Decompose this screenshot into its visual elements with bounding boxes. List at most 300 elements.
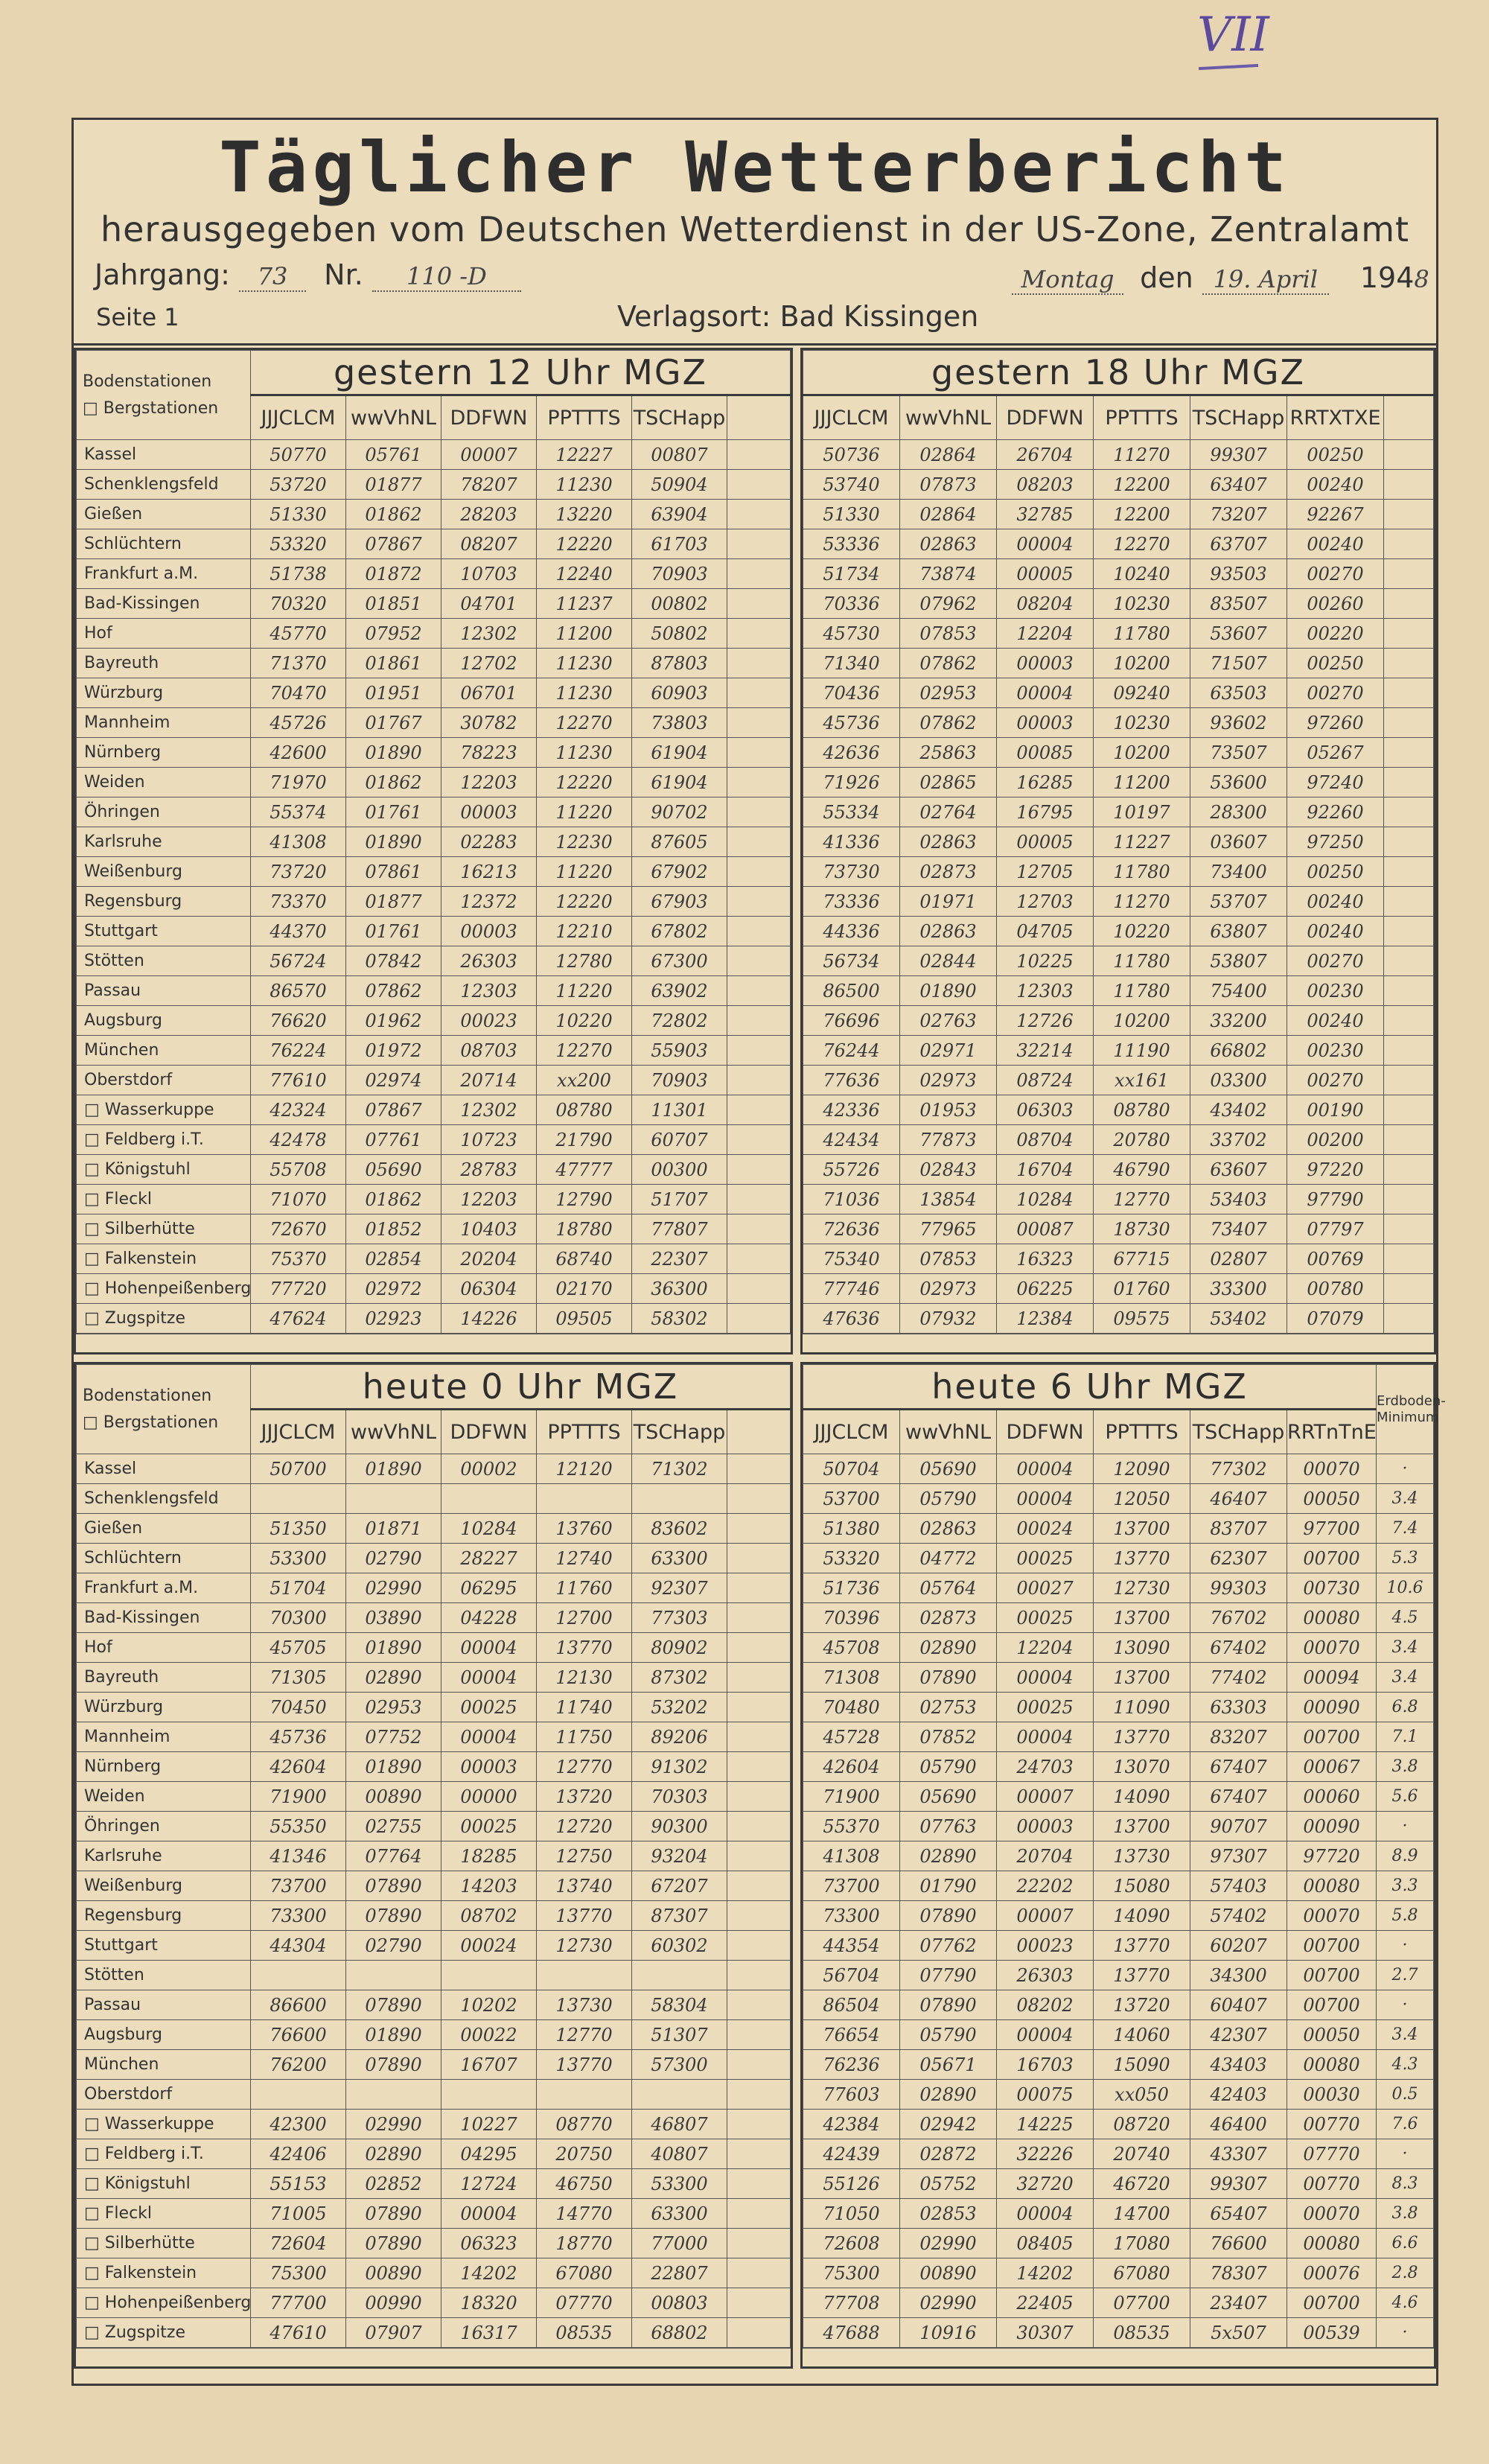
data-cell: 00060	[1287, 1782, 1377, 1812]
station-name: Regensburg	[77, 887, 251, 917]
data-cell: 02863	[900, 529, 997, 559]
data-cell: 03890	[346, 1603, 441, 1633]
data-cell: 08405	[997, 2229, 1094, 2258]
data-cell: 07890	[900, 1663, 997, 1693]
data-cell: 77700	[251, 2288, 346, 2318]
data-cell: 06701	[441, 678, 537, 708]
data-cell: 10200	[1094, 738, 1190, 768]
data-cell	[441, 1961, 537, 1990]
col-header: PPTTTS	[1094, 395, 1190, 440]
data-cell: 12790	[537, 1185, 632, 1215]
blank-cell	[1384, 589, 1434, 619]
station-name: □ Wasserkuppe	[77, 1095, 251, 1125]
data-cell: 86504	[803, 1990, 900, 2020]
data-cell: 62307	[1190, 1544, 1287, 1573]
table-row	[803, 1514, 1434, 1544]
col-header: RRTXTXE	[1287, 395, 1384, 440]
data-cell: 00890	[346, 1782, 441, 1812]
data-cell: 00030	[1287, 2080, 1377, 2110]
blank-cell	[1384, 1006, 1434, 1036]
blank-cell	[1384, 857, 1434, 887]
data-cell: 00025	[997, 1693, 1094, 1722]
data-cell: 14700	[1094, 2199, 1190, 2229]
data-cell: 02974	[346, 1066, 441, 1095]
data-cell: 07890	[346, 2050, 441, 2080]
soil-minimum-cell: 7.1	[1377, 1722, 1434, 1752]
data-cell: 55903	[632, 1036, 727, 1066]
blank-cell	[1287, 2348, 1377, 2349]
data-cell	[727, 678, 791, 708]
data-cell: 13730	[537, 1990, 632, 2020]
station-name: □ Falkenstein	[77, 2258, 251, 2288]
data-cell: 12740	[537, 1544, 632, 1573]
data-cell: 14202	[997, 2258, 1094, 2288]
data-cell: 00004	[997, 2020, 1094, 2050]
blank-cell	[1384, 649, 1434, 678]
station-name: Weiden	[77, 768, 251, 798]
data-cell: 09505	[537, 1304, 632, 1334]
data-cell: 16285	[997, 768, 1094, 798]
data-cell: 77636	[803, 1066, 900, 1095]
data-cell: 63300	[632, 2199, 727, 2229]
data-cell: 32214	[997, 1036, 1094, 1066]
page-number: Seite 1	[96, 303, 179, 331]
table-row	[803, 1603, 1434, 1633]
data-cell: 75370	[251, 1244, 346, 1274]
table-row	[77, 440, 791, 470]
station-name: Karlsruhe	[77, 827, 251, 857]
data-cell: 10200	[1094, 649, 1190, 678]
col-header: TSCHapp	[632, 395, 727, 440]
data-cell: 45770	[251, 619, 346, 649]
data-cell: 12780	[537, 946, 632, 976]
soil-minimum-cell: ·	[1377, 1812, 1434, 1841]
data-cell	[727, 1990, 791, 2020]
station-name: Stötten	[77, 946, 251, 976]
data-cell: 78307	[1190, 2258, 1287, 2288]
data-cell: 12200	[1094, 470, 1190, 500]
soil-minimum-cell: 2.7	[1377, 1961, 1434, 1990]
data-cell: 43402	[1190, 1095, 1287, 1125]
table-row	[77, 1603, 791, 1633]
data-cell: 00002	[441, 1454, 537, 1484]
table-row	[77, 798, 791, 827]
data-cell: 26303	[997, 1961, 1094, 1990]
data-cell: 02972	[346, 1274, 441, 1304]
station-name: Mannheim	[77, 1722, 251, 1752]
data-cell: 00802	[632, 589, 727, 619]
data-cell: 20750	[537, 2139, 632, 2169]
data-cell: 68802	[632, 2318, 727, 2348]
data-cell: 78207	[441, 470, 537, 500]
table-row	[77, 887, 791, 917]
data-cell: 45736	[803, 708, 900, 738]
data-cell: 00003	[997, 708, 1094, 738]
date-info	[1012, 261, 1429, 295]
col-header: PPTTTS	[1094, 1410, 1190, 1454]
table-row	[77, 529, 791, 559]
data-cell: 14090	[1094, 1901, 1190, 1931]
data-cell: 45728	[803, 1722, 900, 1752]
report-subtitle: herausgegeben vom Deutschen Wetterdienst in der US-Zone, Zentralamt	[100, 209, 1410, 249]
data-cell: 12270	[537, 1036, 632, 1066]
data-cell: 76654	[803, 2020, 900, 2050]
data-cell: 08770	[537, 2110, 632, 2139]
data-cell: 11780	[1094, 619, 1190, 649]
data-cell: 73507	[1190, 738, 1287, 768]
data-cell: 07790	[900, 1961, 997, 1990]
data-cell: 33300	[1190, 1274, 1287, 1304]
data-cell: 07867	[346, 1095, 441, 1125]
station-name: Weißenburg	[77, 1871, 251, 1901]
data-cell: 63707	[1190, 529, 1287, 559]
data-cell: 12090	[1094, 1454, 1190, 1484]
station-name: Würzburg	[77, 678, 251, 708]
table-block-06utc	[800, 1362, 1446, 2369]
data-cell: 58304	[632, 1990, 727, 2020]
data-cell: 70450	[251, 1693, 346, 1722]
data-cell: 00004	[441, 1722, 537, 1752]
data-cell: 73300	[803, 1901, 900, 1931]
data-cell: 10202	[441, 1990, 537, 2020]
table-row	[803, 768, 1434, 798]
mountain-station-marker-icon: □	[84, 2204, 105, 2223]
soil-minimum-cell: 3.8	[1377, 1752, 1434, 1782]
data-cell: 73400	[1190, 857, 1287, 887]
station-name: Hof	[77, 619, 251, 649]
soil-minimum-cell: 3.3	[1377, 1871, 1434, 1901]
data-cell: 60707	[632, 1125, 727, 1155]
data-cell: 00050	[1287, 1484, 1377, 1514]
blank-cell	[1384, 1185, 1434, 1215]
data-cell: 01890	[346, 738, 441, 768]
data-cell: 72802	[632, 1006, 727, 1036]
table-row	[77, 946, 791, 976]
data-cell: 01890	[900, 976, 997, 1006]
table-row	[77, 1454, 791, 1484]
mountain-station-marker-icon: □	[84, 2234, 105, 2253]
data-cell: 10284	[441, 1514, 537, 1544]
col-header: TSCHapp	[1190, 1410, 1287, 1454]
data-cell: 13770	[537, 1633, 632, 1663]
data-cell: 07873	[900, 470, 997, 500]
data-cell: 00003	[997, 649, 1094, 678]
data-cell: 13700	[1094, 1514, 1190, 1544]
table-row	[803, 649, 1434, 678]
data-cell: 11200	[537, 619, 632, 649]
data-cell: 53300	[632, 2169, 727, 2199]
data-cell: 89206	[632, 1722, 727, 1752]
data-cell: 50904	[632, 470, 727, 500]
data-cell: 42384	[803, 2110, 900, 2139]
table-body-12utc	[77, 440, 791, 1334]
data-cell: 12730	[1094, 1573, 1190, 1603]
data-cell: 43307	[1190, 2139, 1287, 2169]
table-row	[77, 2080, 791, 2110]
data-cell: 07770	[537, 2288, 632, 2318]
data-cell: 60407	[1190, 1990, 1287, 2020]
soil-minimum-cell: 4.5	[1377, 1603, 1434, 1633]
data-cell: 55350	[251, 1812, 346, 1841]
data-cell	[632, 2080, 727, 2110]
data-cell	[727, 1514, 791, 1544]
table-row	[803, 887, 1434, 917]
table-row	[803, 2199, 1434, 2229]
data-cell: 01890	[346, 1633, 441, 1663]
data-cell: 72608	[803, 2229, 900, 2258]
mountain-station-marker-icon: □	[84, 1220, 105, 1238]
data-cell: 86570	[251, 976, 346, 1006]
table-row	[77, 708, 791, 738]
data-cell: 00025	[997, 1544, 1094, 1573]
data-cell: 73700	[803, 1871, 900, 1901]
col-header: wwVhNL	[900, 395, 997, 440]
data-cell: 02853	[900, 2199, 997, 2229]
station-name: Bayreuth	[77, 649, 251, 678]
table-row	[77, 1931, 791, 1961]
table-06utc	[803, 1364, 1446, 2349]
station-name: Kassel	[77, 440, 251, 470]
data-cell: 00070	[1287, 2199, 1377, 2229]
soil-minimum-cell: 5.3	[1377, 1544, 1434, 1573]
data-cell: 51380	[803, 1514, 900, 1544]
blank-cell	[441, 2348, 537, 2349]
col-header: RRTnTnE	[1287, 1410, 1377, 1454]
station-name: □ Hohenpeißenberg	[77, 2288, 251, 2318]
data-cell: 73207	[1190, 500, 1287, 529]
table-row	[803, 529, 1434, 559]
data-cell: 51307	[632, 2020, 727, 2050]
data-cell: 08204	[997, 589, 1094, 619]
data-cell: 45708	[803, 1633, 900, 1663]
data-cell: 67080	[1094, 2258, 1190, 2288]
station-name: □ Feldberg i.T.	[77, 1125, 251, 1155]
col-header-blank	[1384, 395, 1434, 440]
data-cell: 26704	[997, 440, 1094, 470]
data-cell: 00770	[1287, 2110, 1377, 2139]
data-cell: 12204	[997, 619, 1094, 649]
mountain-station-marker-icon: □	[84, 1309, 105, 1328]
data-cell	[727, 2080, 791, 2110]
data-cell: 16213	[441, 857, 537, 887]
data-cell: 42307	[1190, 2020, 1287, 2050]
data-cell	[727, 1006, 791, 1036]
data-cell: 00270	[1287, 946, 1384, 976]
data-cell: 53707	[1190, 887, 1287, 917]
data-cell: 00027	[997, 1573, 1094, 1603]
data-cell: 70480	[803, 1693, 900, 1722]
data-cell: 10723	[441, 1125, 537, 1155]
data-cell: 70396	[803, 1603, 900, 1633]
data-cell: 05690	[346, 1155, 441, 1185]
data-cell: 00007	[441, 440, 537, 470]
data-cell: 24703	[997, 1752, 1094, 1782]
station-name: Weiden	[77, 1782, 251, 1812]
blank-cell	[1384, 1036, 1434, 1066]
data-cell: 02864	[900, 500, 997, 529]
year-digit: 8	[1414, 265, 1429, 293]
data-cell: 65407	[1190, 2199, 1287, 2229]
table-row	[803, 1215, 1434, 1244]
data-cell	[727, 976, 791, 1006]
data-cell: 99303	[1190, 1573, 1287, 1603]
blank-cell	[1384, 1304, 1434, 1334]
data-cell: 16707	[441, 2050, 537, 2080]
data-cell: 02843	[900, 1155, 997, 1185]
data-cell: 14060	[1094, 2020, 1190, 2050]
data-cell: 00005	[997, 827, 1094, 857]
data-cell: 10916	[900, 2318, 997, 2348]
data-cell: 47777	[537, 1155, 632, 1185]
data-cell	[346, 2080, 441, 2110]
data-cell: 73700	[251, 1871, 346, 1901]
table-row	[77, 589, 791, 619]
data-cell: 63607	[1190, 1155, 1287, 1185]
data-cell: 02953	[900, 678, 997, 708]
caption-12utc: gestern 12 Uhr MGZ	[251, 351, 791, 395]
data-cell: 66802	[1190, 1036, 1287, 1066]
data-cell: 00024	[441, 1931, 537, 1961]
data-cell	[727, 1901, 791, 1931]
data-cell: 50802	[632, 619, 727, 649]
data-cell	[727, 619, 791, 649]
data-cell	[727, 500, 791, 529]
data-cell: 01767	[346, 708, 441, 738]
data-cell: 12750	[537, 1841, 632, 1871]
data-cell: 76224	[251, 1036, 346, 1066]
data-cell: 01871	[346, 1514, 441, 1544]
data-cell: 71507	[1190, 649, 1287, 678]
data-cell: 01862	[346, 1185, 441, 1215]
data-cell: 67902	[632, 857, 727, 887]
data-cell: 00270	[1287, 678, 1384, 708]
soil-minimum-cell: 4.6	[1377, 2288, 1434, 2318]
soil-minimum-cell: 5.8	[1377, 1901, 1434, 1931]
table-row	[803, 798, 1434, 827]
col-header: wwVhNL	[346, 1410, 441, 1454]
bergstationen-label	[83, 395, 250, 422]
data-cell: 97720	[1287, 1841, 1377, 1871]
data-cell: 77000	[632, 2229, 727, 2258]
data-cell: 71036	[803, 1185, 900, 1215]
data-cell: 12770	[537, 1752, 632, 1782]
data-cell: 02923	[346, 1304, 441, 1334]
data-cell: 16323	[997, 1244, 1094, 1274]
data-cell: 00004	[997, 1454, 1094, 1484]
data-cell: 60302	[632, 1931, 727, 1961]
data-cell	[251, 1484, 346, 1514]
data-cell: 42434	[803, 1125, 900, 1155]
data-cell: 00070	[1287, 1901, 1377, 1931]
blank-cell	[1384, 827, 1434, 857]
data-cell: 01861	[346, 649, 441, 678]
table-row	[77, 1066, 791, 1095]
station-name: Gießen	[77, 1514, 251, 1544]
data-cell: 97260	[1287, 708, 1384, 738]
table-row	[77, 559, 791, 589]
table-row	[803, 2288, 1434, 2318]
data-cell: 11760	[537, 1573, 632, 1603]
table-row	[803, 1036, 1434, 1066]
data-cell: 00230	[1287, 976, 1384, 1006]
data-cell: 67407	[1190, 1782, 1287, 1812]
data-cell: 00080	[1287, 1603, 1377, 1633]
data-cell: 00240	[1287, 917, 1384, 946]
data-cell: 71900	[251, 1782, 346, 1812]
table-row	[803, 619, 1434, 649]
data-cell: 05671	[900, 2050, 997, 2080]
table-row	[803, 857, 1434, 887]
data-cell	[727, 1752, 791, 1782]
data-cell: 00003	[441, 1752, 537, 1782]
blank-cell	[1384, 1244, 1434, 1274]
blank-cell	[1384, 500, 1434, 529]
table-row	[77, 1633, 791, 1663]
annotation-underline	[1199, 64, 1258, 70]
data-cell: 78223	[441, 738, 537, 768]
data-cell: 07079	[1287, 1304, 1384, 1334]
table-row	[803, 1931, 1434, 1961]
data-cell: 07890	[346, 2199, 441, 2229]
station-name: □ Feldberg i.T.	[77, 2139, 251, 2169]
data-cell: 53740	[803, 470, 900, 500]
data-cell: 13700	[1094, 1663, 1190, 1693]
soil-minimum-cell: 3.8	[1377, 2199, 1434, 2229]
data-cell: 42600	[251, 738, 346, 768]
table-row	[77, 1274, 791, 1304]
table-row	[77, 2050, 791, 2080]
data-cell: 61904	[632, 738, 727, 768]
data-cell: 41308	[251, 827, 346, 857]
station-name: Öhringen	[77, 798, 251, 827]
blank-cell	[1384, 529, 1434, 559]
data-cell	[727, 1663, 791, 1693]
data-cell: 33702	[1190, 1125, 1287, 1155]
data-cell: 07700	[1094, 2288, 1190, 2318]
data-cell: 53202	[632, 1693, 727, 1722]
data-cell: 53607	[1190, 619, 1287, 649]
data-cell: 01890	[346, 1454, 441, 1484]
data-cell: 45730	[803, 619, 900, 649]
soil-minimum-cell: 6.8	[1377, 1693, 1434, 1722]
soil-minimum-cell: 0.5	[1377, 2080, 1434, 2110]
data-cell: 73336	[803, 887, 900, 917]
data-cell: 71370	[251, 649, 346, 678]
table-row	[77, 1484, 791, 1514]
station-name: □ Zugspitze	[77, 2318, 251, 2348]
data-cell: 45736	[251, 1722, 346, 1752]
data-cell: 00080	[1287, 2229, 1377, 2258]
blank-cell	[1384, 1155, 1434, 1185]
data-cell: 13070	[1094, 1752, 1190, 1782]
table-row	[803, 559, 1434, 589]
data-cell: 01761	[346, 798, 441, 827]
data-cell: 41346	[251, 1841, 346, 1871]
table-row	[77, 1693, 791, 1722]
data-cell: 76200	[251, 2050, 346, 2080]
caption-06utc: heute 6 Uhr MGZ	[803, 1365, 1377, 1410]
table-row	[803, 827, 1434, 857]
weather-report-sheet	[71, 118, 1446, 2386]
data-cell: 02807	[1190, 1244, 1287, 1274]
table-row	[803, 976, 1434, 1006]
data-cell: 02953	[346, 1693, 441, 1722]
data-cell: 00990	[346, 2288, 441, 2318]
data-cell: 11090	[1094, 1693, 1190, 1722]
data-cell: 08535	[537, 2318, 632, 2348]
data-cell: 46750	[537, 2169, 632, 2199]
table-row	[803, 1244, 1434, 1274]
